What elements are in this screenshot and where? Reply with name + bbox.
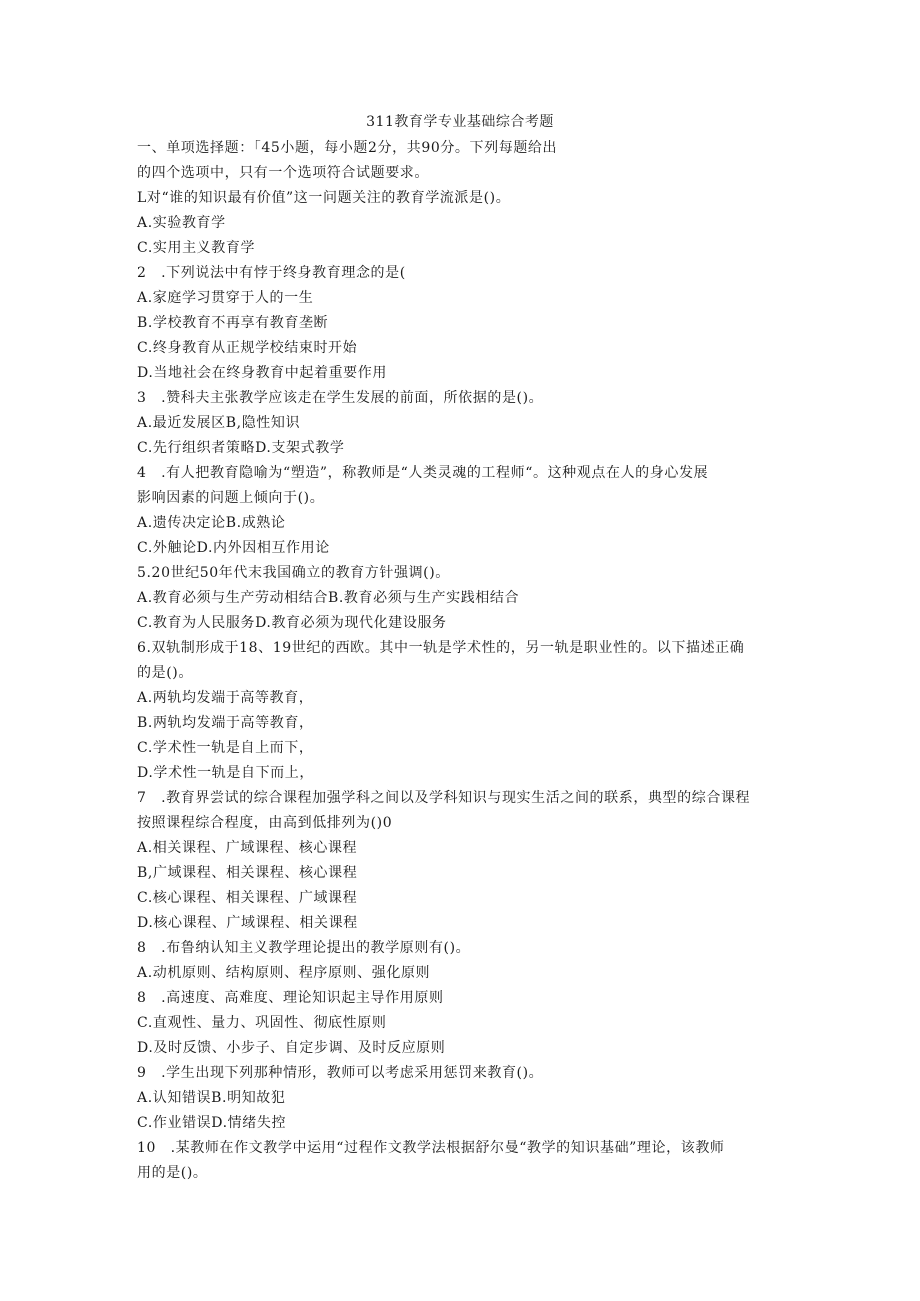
text-line: 8 .布鲁纳认知主义教学理论提出的教学原则有()。 xyxy=(137,940,471,956)
text-line: A.相关课程、广域课程、核心课程 xyxy=(137,840,358,856)
text-line: C.终身教育从正规学校结束时开始 xyxy=(137,340,358,356)
text-line: 8 .高速度、高难度、理论知识起主导作用原则 xyxy=(137,990,444,1006)
text-line: C.学术性一轨是自上而下， xyxy=(137,740,314,756)
text-line: A.遗传决定论B.成熟论 xyxy=(137,515,286,531)
text-line: 9 .学生出现下列那种情形，教师可以考虑采用惩罚来教育()。 xyxy=(137,1065,544,1081)
text-line: C.直观性、量力、巩固性、彻底性原则 xyxy=(137,1015,387,1031)
text-line: C.实用主义教育学 xyxy=(137,240,256,256)
text-line: 6.双轨制形成于18、19世纪的西欧。其中一轨是学术性的，另一轨是职业性的。以下描述正确 xyxy=(137,640,745,656)
text-line: 按照课程综合程度，由高到低排列为()0 xyxy=(137,815,393,831)
text-line: 7 .教育界尝试的综合课程加强学科之间以及学科知识与现实生活之间的联系，典型的综合课程 xyxy=(137,790,751,806)
text-line: 10 .某教师在作文教学中运用“过程作文教学法根据舒尔曼“教学的知识基础”理论，该教师 xyxy=(137,1140,725,1156)
text-line: D.及时反馈、小步子、自定步调、及时反应原则 xyxy=(137,1040,446,1056)
text-line: A.家庭学习贯穿于人的一生 xyxy=(137,290,314,306)
text-line: A.认知错误B.明知故犯 xyxy=(137,1090,286,1106)
text-line: C.先行组织者策略D.支架式教学 xyxy=(137,440,345,456)
text-line: A.最近发展区B,隐性知识 xyxy=(137,415,301,431)
text-line: 的四个选项中，只有一个选项符合试题要求。 xyxy=(137,165,429,181)
text-line: 影响因素的问题上倾向于()。 xyxy=(137,490,325,506)
text-line: A.实验教育学 xyxy=(137,215,226,231)
text-line: 一、单项选择题：「45小题，每小题2分，共90分。下列每题给出 xyxy=(137,140,558,156)
text-line: B,广域课程、相关课程、核心课程 xyxy=(137,865,358,881)
document-body xyxy=(137,136,787,1186)
text-line: C.外触论D.内外因相互作用论 xyxy=(137,540,330,556)
text-line: B.两轨均发端于高等教育， xyxy=(137,715,314,731)
text-line: L对“谁的知识最有价值”这一问题关注的教育学流派是()。 xyxy=(137,190,511,206)
text-line: D.核心课程、广域课程、相关课程 xyxy=(137,915,358,931)
text-line: A.两轨均发端于高等教育， xyxy=(137,690,314,706)
text-line: C.核心课程、相关课程、广域课程 xyxy=(137,890,358,906)
text-line: 用的是()。 xyxy=(137,1165,208,1181)
text-line: C.作业错误D.情绪失控 xyxy=(137,1115,287,1131)
text-line: B.学校教育不再享有教育垄断 xyxy=(137,315,329,331)
text-line: D.当地社会在终身教育中起着重要作用 xyxy=(137,365,387,381)
text-line: C.教育为人民服务D.教育必须为现代化建设服务 xyxy=(137,615,447,631)
text-line: A.教育必须与生产劳动相结合B.教育必须与生产实践相结合 xyxy=(137,590,520,606)
text-line: 2 .下列说法中有悖于终身教育理念的是( xyxy=(137,265,406,281)
text-line: 3 .赞科夫主张教学应该走在学生发展的前面，所依据的是()。 xyxy=(137,390,544,406)
text-line: 4 .有人把教育隐喻为“塑造”，称教师是“人类灵魂的工程师“。这种观点在人的身心发展 xyxy=(137,465,709,481)
text-line: A.动机原则、结构原则、程序原则、强化原则 xyxy=(137,965,431,981)
document-title: 311教育学专业基础综合考题 xyxy=(366,114,554,130)
text-line: D.学术性一轨是自下而上， xyxy=(137,765,314,781)
text-line: 5.20世纪50年代末我国确立的教育方针强调()。 xyxy=(137,565,450,581)
text-line: 的是()。 xyxy=(137,665,193,681)
